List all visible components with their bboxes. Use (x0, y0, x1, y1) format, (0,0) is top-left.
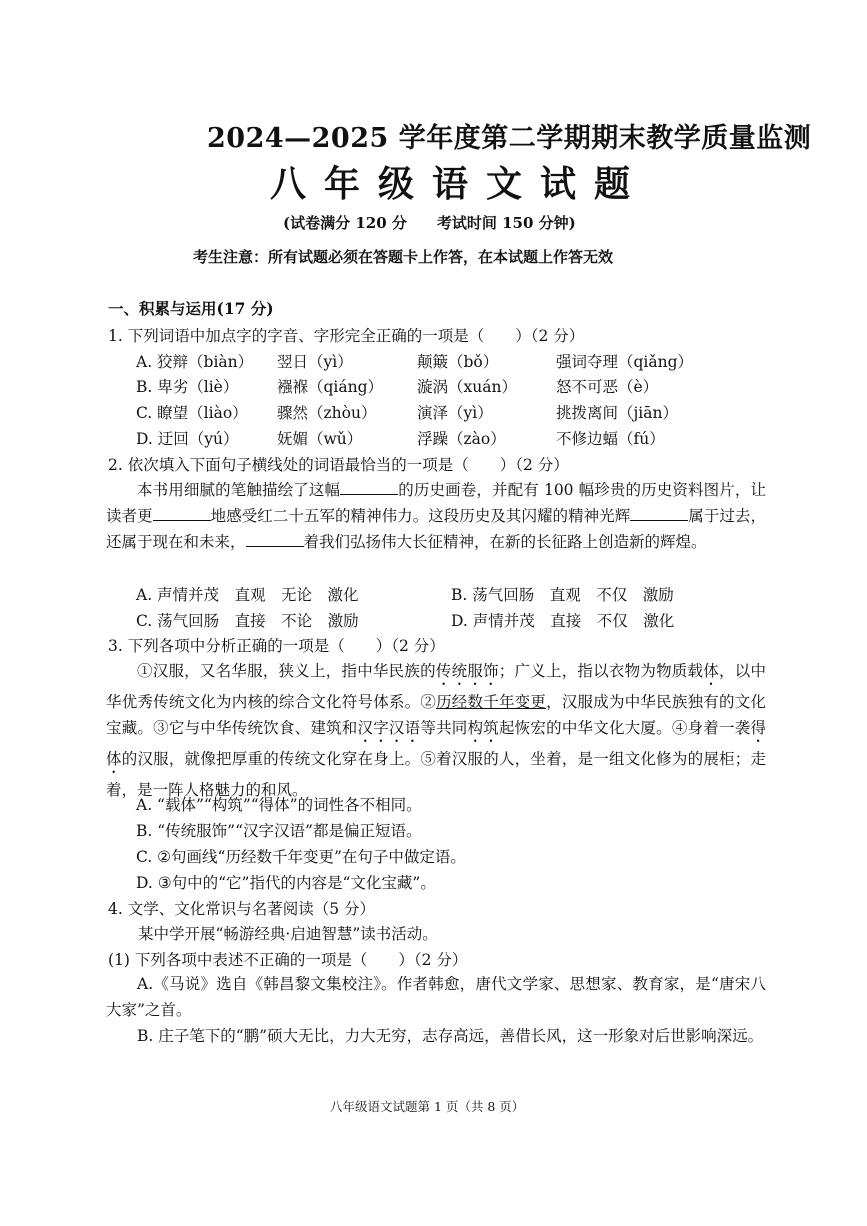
q3-text: ，汉服成为中华民族独有的文化宝藏。③它与中华传统饮食、建筑和 (106, 693, 766, 737)
q2-option-b: B. 荡气回肠 直观 不仅 激励 (451, 586, 674, 604)
question-1-stem: 1. 下列词语中加点字的字音、字形完全正确的一项是（ ）（2 分） (108, 327, 585, 345)
page-footer: 八年级语文试题第 1 页（共 8 页） (330, 1099, 525, 1114)
section-title: 一、积累与运用(17 分) (108, 299, 274, 318)
q1-option-a-3: 颠簸（bǒ） (417, 353, 499, 371)
q4-option-a: A.《马说》选自《韩昌黎文集校注》。作者韩愈，唐代文学家、思想家、教育家，是“唐宋八大家”之首。 (106, 975, 766, 1019)
q3-dotted-text: 体 (703, 662, 719, 680)
blank-1 (340, 480, 398, 495)
q2-text: 本书用细腻的笔触描绘了这幅 (137, 481, 341, 499)
q1-option-b-4: 怒不可恶（è） (556, 378, 659, 396)
exam-title: 2024—2025 学年度第二学期期末教学质量监测 (207, 123, 812, 154)
q1-option-b-2: 襁褓（qiáng） (277, 378, 384, 396)
q3-underlined-text: 历经数千年变更 (436, 693, 547, 711)
q1-option-d-2: 妩媚（wǔ） (277, 430, 363, 448)
q3-option-c: C. ②句画线“历经数千年变更”在句子中做定语。 (136, 848, 466, 866)
exam-info: (试卷满分 120 分 考试时间 150 分钟) (283, 214, 576, 232)
q1-option-d-1: D. 迂回（yú） (136, 430, 239, 448)
q1-option-c-2: 骤然（zhòu） (277, 404, 377, 422)
q3-text: ①汉服，又名华服，狭义上，指中华民族的 (137, 662, 436, 680)
q3-option-b: B. “传统服饰”“汉字汉语”都是偏正短语。 (136, 822, 422, 840)
question-3-passage (106, 658, 766, 803)
question-4-stem: 4. 文学、文化常识与名著阅读（5 分） (108, 900, 376, 918)
q1-option-a-1: A. 狡辩（biàn） (136, 353, 254, 371)
q2-text: 着我们弘扬伟大长征精神，在新的长征路上创造新的辉煌。 (303, 533, 707, 551)
q3-dotted-text: 构筑 (467, 719, 499, 737)
q3-text: ，以中华优秀传统文化为内核的综合文化符号体系。② (106, 662, 766, 711)
q3-dotted-text: 得体 (106, 719, 766, 768)
q2-option-c: C. 荡气回肠 直接 不论 激励 (136, 612, 359, 630)
question-3-stem: 3. 下列各项中分析正确的一项是（ ）（2 分） (108, 637, 445, 655)
question-2-stem: 2. 依次填入下面句子横线处的词语最恰当的一项是（ ）（2 分） (108, 456, 569, 474)
q2-option-a: A. 声情并茂 直观 无论 激化 (136, 586, 359, 604)
q2-option-d: D. 声情并茂 直接 不仅 激化 (451, 612, 675, 630)
question-2-passage (106, 477, 766, 555)
q1-option-c-3: 演泽（yì） (417, 404, 493, 422)
q3-text: 起恢宏的中华文化大厦。④身着一袭 (498, 719, 751, 737)
q1-option-b-1: B. 卑劣（liè） (136, 378, 239, 396)
q3-text: ；广义上，指以衣物为物质载 (498, 662, 704, 680)
q4-option-b: B. 庄子笔下的“鹏”硕大无比，力大无穷，志存高远，善借长风，这一形象对后世影响深远。 (137, 1027, 764, 1045)
q3-text: 等共同 (420, 719, 468, 737)
exam-notice: 考生注意：所有试题必须在答题卡上作答，在本试题上作答无效 (193, 248, 614, 266)
q3-text: 的汉服，就像把厚重的传统文化穿在身上。⑤着汉服的人，坐着，是一组文化修为的展柜；走着，是一阵人格魅力的和风。 (106, 750, 766, 799)
q1-option-d-3: 浮躁（zào） (417, 430, 506, 448)
q1-option-b-3: 漩涡（xuán） (417, 378, 517, 396)
q3-option-d: D. ③句中的“它”指代的内容是“文化宝藏”。 (136, 874, 436, 892)
blank-2 (153, 506, 211, 521)
q1-option-a-4: 强词夺理（qiǎng） (556, 353, 694, 371)
subject-title: 八年级语文试题 (270, 163, 649, 205)
q3-dotted-text: 传统服饰 (435, 662, 499, 680)
blank-3 (630, 506, 688, 521)
q1-option-d-4: 不修边蝠（fú） (556, 430, 665, 448)
blank-4 (246, 532, 304, 547)
q2-text: 地感受红二十五军的精神伟力。这段历史及其闪耀的精神光辉 (210, 507, 631, 525)
q2-text: 属于过去，还属于现在和未来， (106, 507, 766, 551)
q4-sub-question-1: (1) 下列各项中表述不正确的一项是（ ）（2 分） (108, 951, 468, 969)
q1-option-c-4: 挑拨离间（jiān） (556, 404, 678, 422)
q1-option-a-2: 翌日（yì） (277, 353, 353, 371)
q3-dotted-text: 汉字汉语 (357, 719, 421, 737)
q3-option-a: A. “载体”“构筑”“得体”的词性各不相同。 (136, 796, 422, 814)
q2-text: 的历史画卷，并配有 100 幅珍贵的历史资料图片，让读者更 (106, 481, 766, 525)
q4-intro: 某中学开展“畅游经典·启迪智慧”读书活动。 (138, 925, 438, 943)
q1-option-c-1: C. 瞭望（liào） (136, 404, 248, 422)
